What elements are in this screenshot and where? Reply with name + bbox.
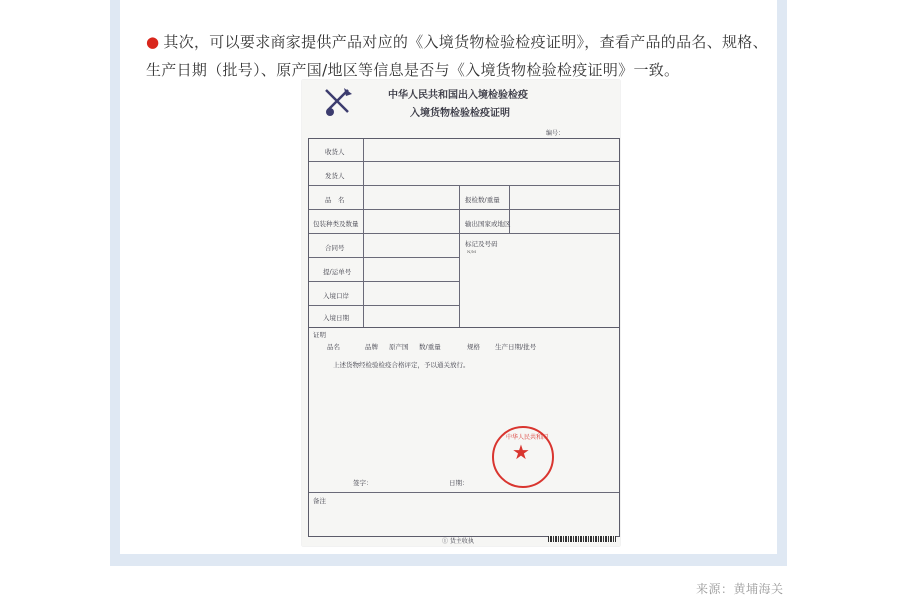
article-card [120, 0, 777, 554]
certificate-image [302, 80, 620, 546]
article-card-frame [110, 0, 787, 566]
column-spec: 规格 [467, 343, 480, 351]
certificate-title-line2: 入境货物检验检疫证明 [410, 108, 510, 119]
label-origin-country: 输出国家或地区 [465, 220, 511, 228]
label-consignee: 收货人 [325, 148, 345, 156]
column-origin: 原产国 [389, 343, 409, 351]
release-statement: 上述货物经检验检疫合格评定，予以通关放行。 [333, 361, 470, 369]
label-date: 日期： [449, 479, 469, 487]
seal-text: 中华人民共和国 [506, 434, 549, 441]
label-packaging: 包装种类及数量 [313, 220, 359, 228]
bullet-icon: ● [146, 33, 160, 51]
marks-value: N/M [467, 249, 476, 254]
column-brand: 品牌 [365, 343, 378, 351]
certificate-form-grid [308, 138, 620, 328]
official-seal [492, 426, 554, 488]
column-name: 品名 [327, 343, 340, 351]
label-marks: 标记及号码 [465, 240, 498, 248]
customs-emblem-icon [322, 86, 354, 118]
label-consignor: 发货人 [325, 172, 345, 180]
label-contract-no: 合同号 [325, 244, 345, 252]
label-quantity: 报检数/重量 [465, 196, 500, 204]
certificate-proof-section [308, 326, 620, 537]
label-remarks: 备注 [313, 497, 326, 505]
label-bill-no: 提/运单号 [323, 268, 352, 276]
barcode-icon [548, 536, 616, 542]
label-product-name: 品 名 [325, 196, 345, 204]
certificate-title-line1: 中华人民共和国出入境检验检疫 [388, 90, 528, 101]
column-production-date: 生产日期/批号 [495, 343, 537, 351]
label-port: 入境口岸 [323, 292, 349, 300]
article-paragraph [146, 28, 774, 84]
label-entry-date: 入境日期 [323, 314, 349, 322]
label-proof: 证明 [313, 331, 326, 339]
source-caption: 来源：黄埔海关 [696, 582, 784, 596]
seal-star-icon: ★ [512, 440, 530, 464]
column-quantity: 数/重量 [419, 343, 441, 351]
serial-label: 编号： [546, 130, 565, 137]
label-signature: 签字： [353, 479, 373, 487]
copy-label: ① 货主收执 [442, 538, 474, 545]
paragraph-text: 其次，可以要求商家提供产品对应的《入境货物检验检疫证明》，查看产品的品名、规格、生产日期（批号）、原产国/地区等信息是否与《入境货物检验检疫证明》一致。 [146, 33, 768, 79]
